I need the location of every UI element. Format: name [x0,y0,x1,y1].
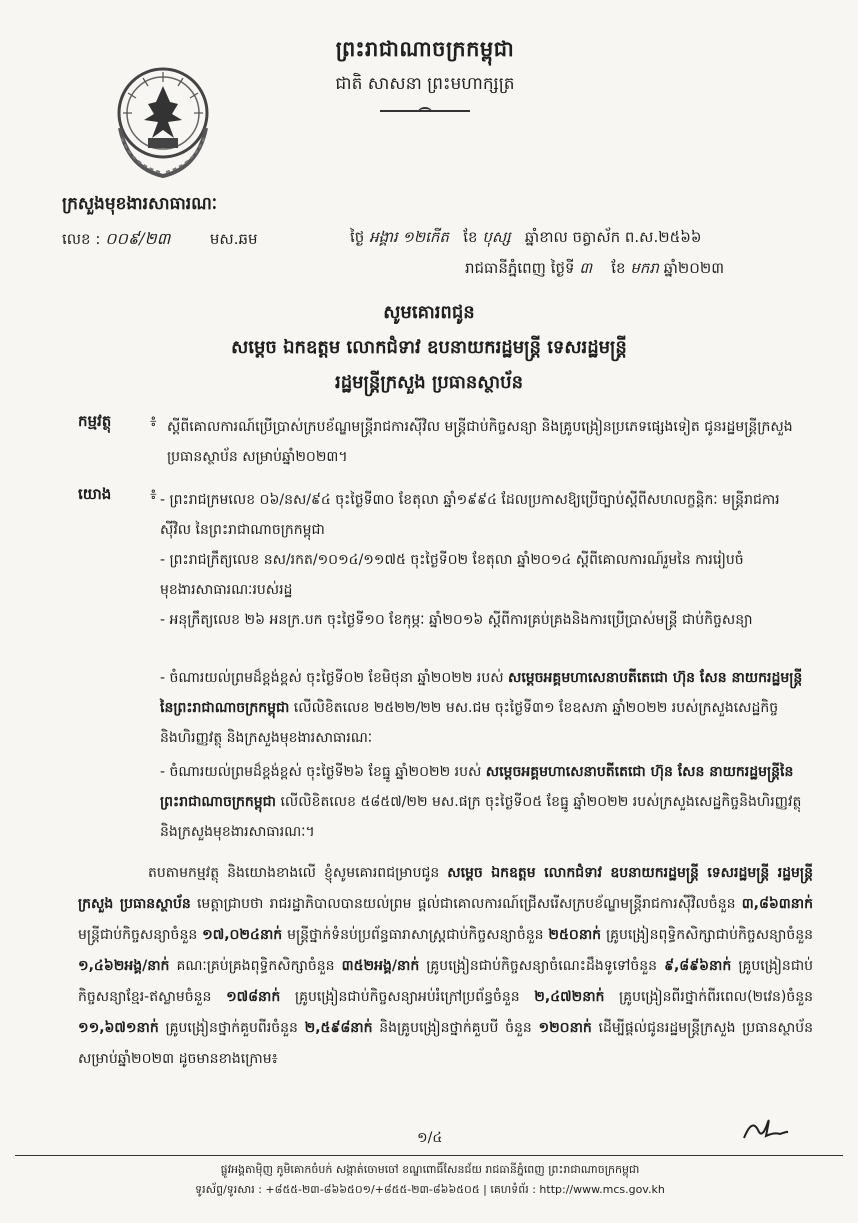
reference-item: - ចំណារយល់ព្រមដ៏ខ្ពង់ខ្ពស់ ចុះថ្ងៃទី០២ ខែមិថុនា ឆ្នាំ២០២២ របស់ សម្តេចអគ្គមហាសេនាបតីតេជោ ហ៊ុន សែន នាយករដ្ឋមន្ត្រីនៃព្រះរាជាណាចក្រកម្ពុជា លើលិខិតលេខ ២៥២២/២២ មស.ជម ចុះថ្ងៃទី៣១ ខែឧសភា ឆ្នាំ២០២២ របស់ក្រសួងសេដ្ឋកិច្ចនិងហិរញ្ញវត្ថុ និងក្រសួងមុខងារសាធារណៈ [160,670,803,746]
main-paragraph: តបតាមកម្មវត្ថុ និងយោងខាងលើ ខ្ញុំសូមគោរពជម្រាបជូន សម្តេច ឯកឧត្តម លោកជំទាវ ឧបនាយករដ្ឋមន្ត្រី ទេសរដ្ឋមន្ត្រី រដ្ឋមន្ត្រីក្រសួង ប្រធានស្ថាប័ន មេត្តាជ្រាបថា រាជរដ្ឋាភិបាលបានយល់ព្រម ផ្តល់ជាគោលការណ៍ជ្រើសរើសក្របខ័ណ្ឌមន្ត្រីរាជការស៊ីវិលចំនួន ៣,៨៦៣នាក់ មន្ត្រីជាប់កិច្ចសន្យាចំនួន ១៧,០២៤នាក់ មន្ត្រីថ្នាក់ទំនប់ប្រព័ន្ធធារាសាស្ត្រជាប់កិច្ចសន្យាចំនួន ២៥០នាក់ គ្រូបង្រៀនពុទ្ធិកសិក្សាជាប់កិច្ចសន្យាចំនួន ១,៤៦២អង្គ/នាក់ គណៈគ្រប់គ្រងពុទ្ធិកសិក្សាចំនួន ៣៥២អង្គ/នាក់ គ្រូបង្រៀនជាប់កិច្ចសន្យាចំណេះដឹងទូទៅចំនួន ៩,៨៩៦នាក់ គ្រូបង្រៀនជាប់កិច្ចសន្យាខ្មែរ-ឥស្លាមចំនួន ១៧៨នាក់ គ្រូបង្រៀនជាប់កិច្ចសន្យាអប់រំក្រៅប្រព័ន្ធចំនួន ២,៤៧២នាក់ គ្រូបង្រៀនពីរថ្នាក់ពីរពេល(២វេន)ចំនួន ១១,៦៧១នាក់ គ្រូបង្រៀនថ្នាក់គួបពីរចំនួន ២,៥៩៨នាក់ និងគ្រូបង្រៀនថ្នាក់គួបបី ចំនួន ១២០នាក់ ដើម្បីផ្តល់ជូនរដ្ឋមន្ត្រីក្រសួង ប្រធានស្ថាប័ន សម្រាប់ឆ្នាំ២០២៣ ដូចមានខាងក្រោម៖ [78,865,814,1067]
addressee-salutation: សូមគោរពជូន [383,302,475,323]
reference-number [62,228,258,252]
reference-item: - ចំណារយល់ព្រមដ៏ខ្ពង់ខ្ពស់ ចុះថ្ងៃទី២៦ ខែធ្នូ ឆ្នាំ២០២២ របស់ សម្តេចអគ្គមហាសេនាបតីតេជោ ហ៊ុន សែន នាយករដ្ឋមន្ត្រីនៃព្រះរាជាណាចក្រកម្ពុជា លើលិខិតលេខ ៥៨៥៧/២២ មស.ផក្រ ចុះថ្ងៃទី០៥ ខែធ្នូ ឆ្នាំ២០២២ របស់ក្រសួងសេដ្ឋកិច្ចនិងហិរញ្ញវត្ថុ និងក្រសួងមុខងារសាធារណៈ។ [160,764,802,840]
footer-contact: ទូរស័ព្ទ/ទូរសារ : +៨៥៥-២៣-៨៦៦៥០១/+៨៥៥-២៣-៨៦៦៥០៥ | គេហទំព័រ : http://www.mcs.gov.kh [195,1183,665,1196]
footer-divider [15,1155,843,1156]
reference-item: - ព្រះរាជក្រឹត្យលេខ នស/រកត/១០១៤/១១៧៥ ចុះថ្ងៃទី០២ ខែតុលា ឆ្នាំ២០១៤ ស្តីពីគោលការណ៍រួមនៃ ការរៀបចំមុខងារសាធារណៈរបស់រដ្ឋ [160,552,744,598]
national-motto: ជាតិ សាសនា ព្រះមហាក្សត្រ [335,74,515,94]
ministry-emblem-icon [108,58,218,188]
solar-date: រាជធានីភ្នំពេញ ថ្ងៃទី ៣ ខែ មករា ឆ្នាំ២០២៣ [465,259,725,277]
footer-address: ផ្លូវអង្គតាម៉ិញ ភូមិគោកចំបក់ សង្កាត់ចោមចៅ ខណ្ឌពោធិ៍សែនជ័យ រាជធានីភ្នំពេញ ព្រះរាជាណាចក្រកម្ពុជា [220,1163,640,1176]
reference-suffix: មស.ឆម [209,230,258,248]
reference-bold-name: សម្តេចអគ្គមហាសេនាបតីតេជោ ហ៊ុន សែន នាយករដ្ឋមន្ត្រីនៃព្រះរាជាណាចក្រកម្ពុជា [160,670,803,716]
references-label: យោង [78,485,112,503]
lunar-date: ថ្ងៃ អង្គារ ១២កើត ខែ បុស្ស ឆ្នាំខាល ចត្វាស័ក ព.ស.២៥៦៦ [350,228,702,246]
subject-colon: ៖ [150,412,157,430]
reference-label: លេខ : [62,230,101,248]
kingdom-title: ព្រះរាជាណាចក្រកម្ពុជា [335,37,515,61]
reference-bold-name: សម្តេចអគ្គមហាសេនាបតីតេជោ ហ៊ុន សែន នាយករដ្ឋមន្ត្រីនៃព្រះរាជាណាចក្រកម្ពុជា [160,764,794,810]
signature-icon [740,1108,790,1148]
addressee-line-1: សម្តេច ឯកឧត្តម លោកជំទាវ ឧបនាយករដ្ឋមន្ត្រី ទេសរដ្ឋមន្ត្រី [231,337,627,358]
kingdom-header [300,36,550,112]
subject-label: កម្មវត្ថុ [78,412,112,430]
references-colon: ៖ [150,485,157,503]
ministry-name: ក្រសួងមុខងារសាធារណៈ [62,194,218,214]
reference-value: ០០៩/២៣ [105,229,171,248]
reference-item: - អនុក្រឹត្យលេខ ២៦ អនក្រ.បក ចុះថ្ងៃទី១០ ខែកុម្ភៈ ឆ្នាំ២០១៦ ស្តីពីការគ្រប់គ្រងនិងការប្រើប្រាស់មន្ត្រី ជាប់កិច្ចសន្យា [160,612,753,628]
page-number: ១/៤ [417,1130,443,1146]
header-ornament [380,110,470,112]
subject-text: ស្តីពីគោលការណ៍ប្រើប្រាស់ក្របខ័ណ្ឌមន្ត្រីរាជការស៊ីវិល មន្ត្រីជាប់កិច្ចសន្យា និងគ្រូបង្រៀនប្រភេទផ្សេងទៀត ជូនរដ្ឋមន្ត្រីក្រសួង ប្រធានស្ថាប័ន សម្រាប់ឆ្នាំ២០២៣។ [167,419,793,465]
addressee-line-2: រដ្ឋមន្ត្រីក្រសួង ប្រធានស្ថាប័ន [334,372,524,393]
reference-item: - ព្រះរាជក្រមលេខ ០៦/នស/៩៤ ចុះថ្ងៃទី៣០ ខែតុលា ឆ្នាំ១៩៩៤ ដែលប្រកាសឱ្យប្រើច្បាប់ស្តីពីសហលក្ខន្តិកៈ មន្ត្រីរាជការស៊ីវិល នៃព្រះរាជាណាចក្រកម្ពុជា [160,492,780,538]
